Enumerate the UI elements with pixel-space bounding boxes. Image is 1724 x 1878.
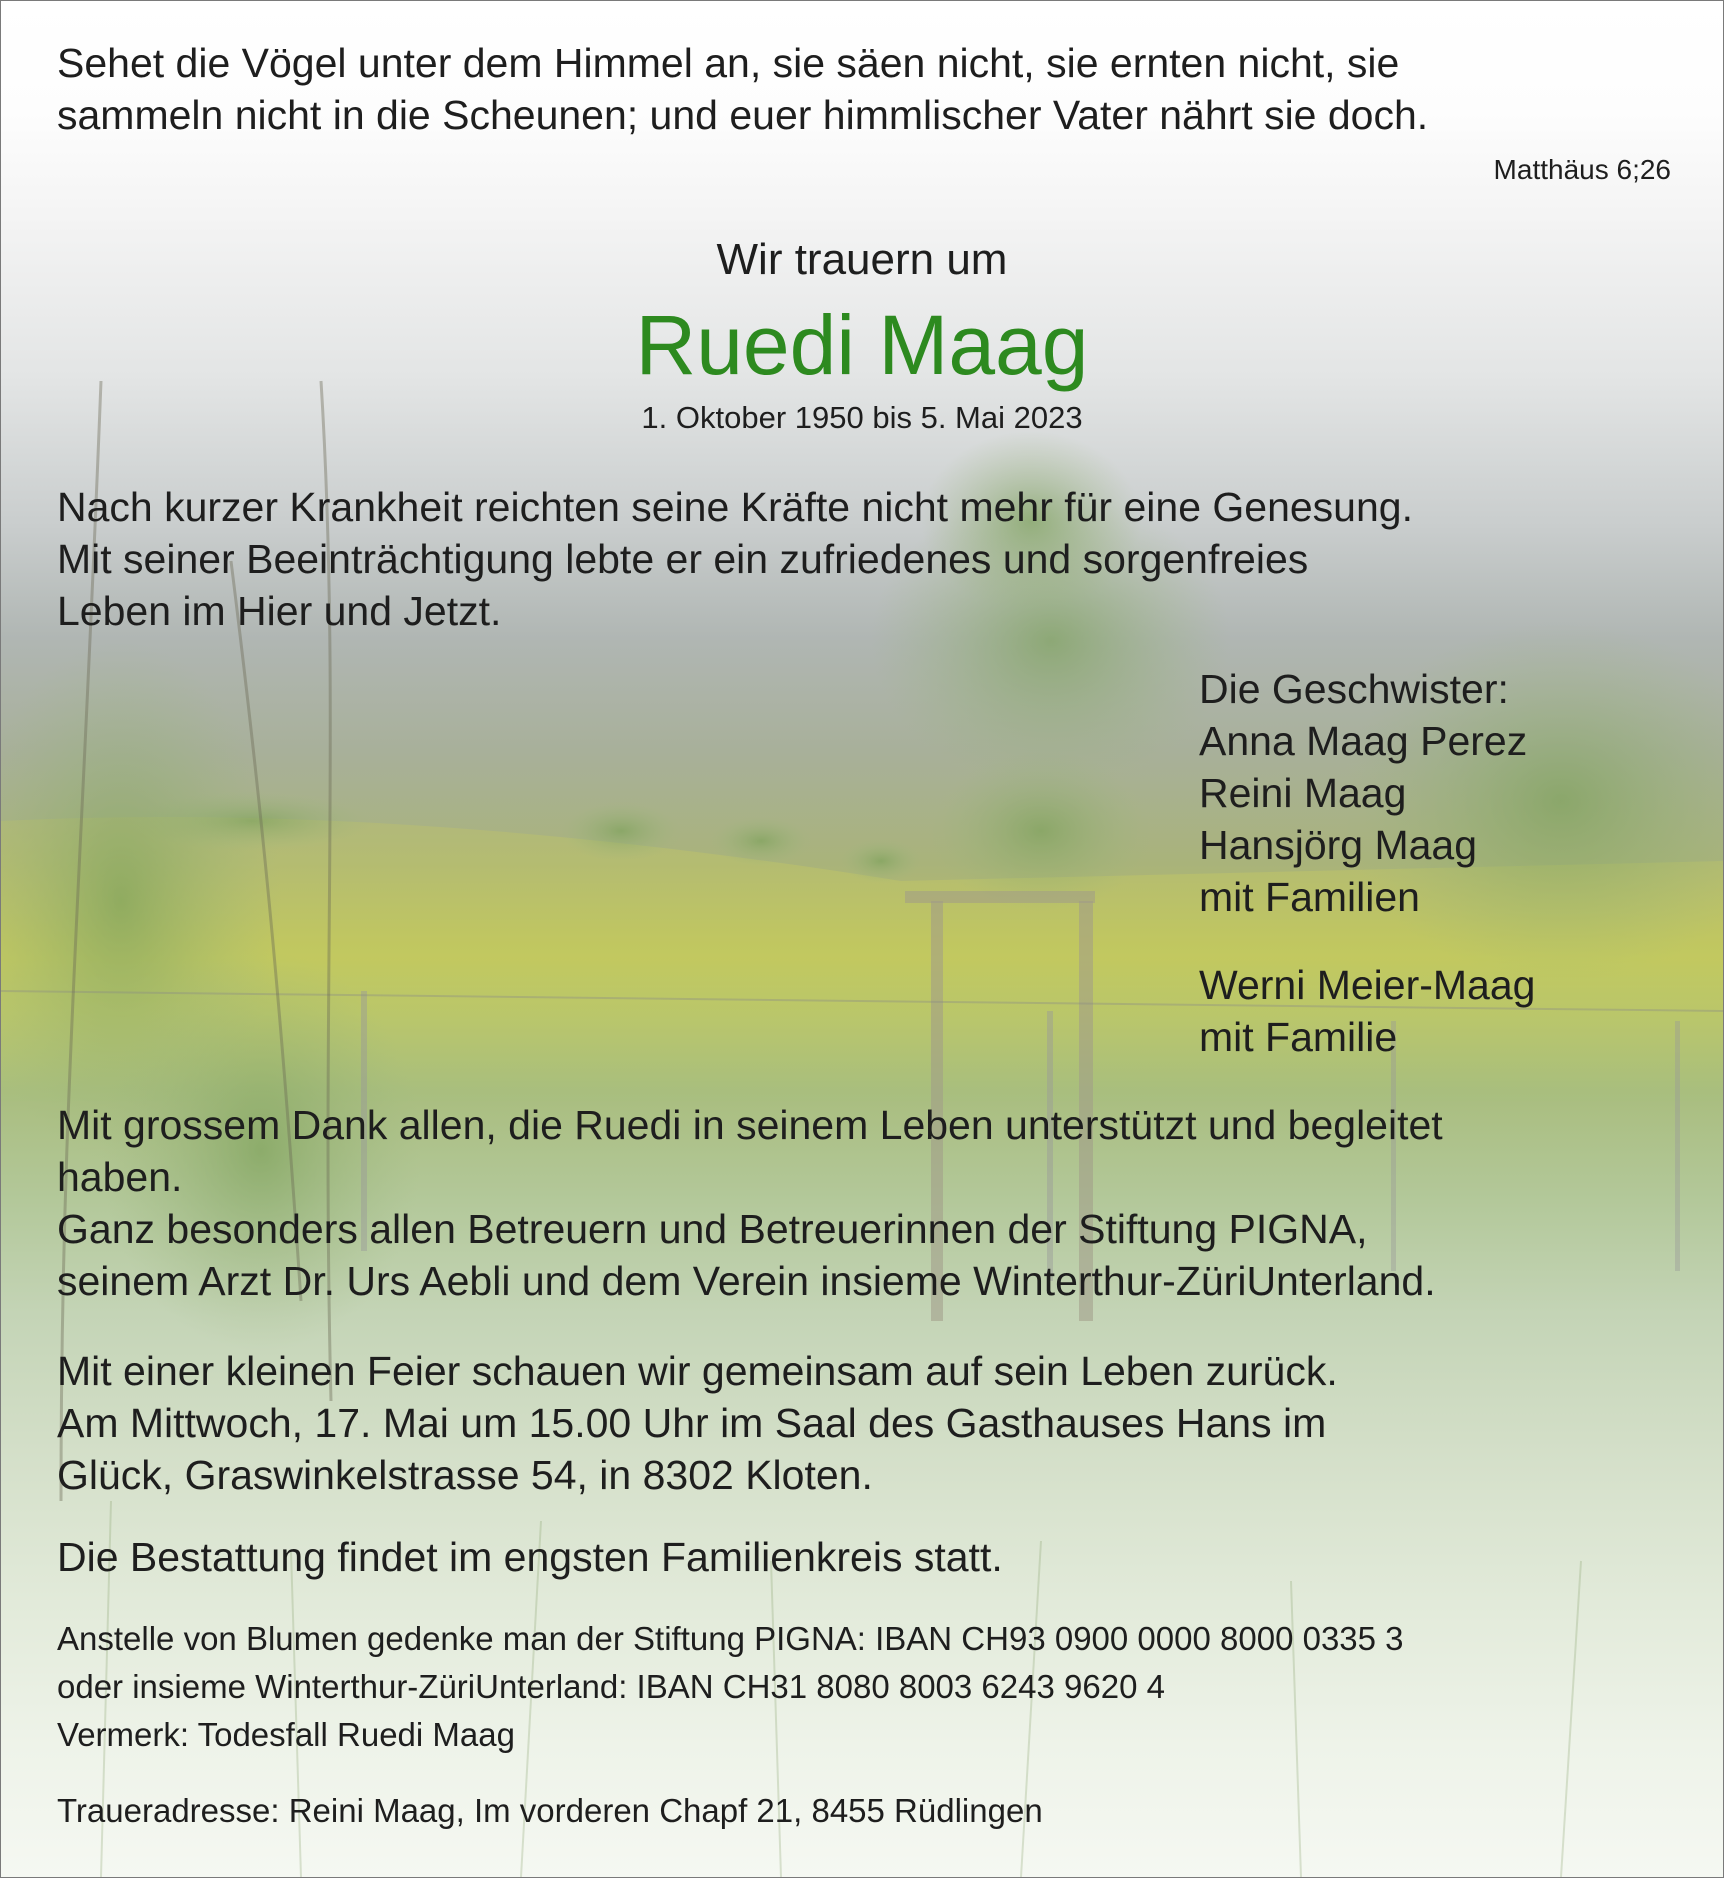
obituary-content bbox=[1, 1, 1723, 1877]
siblings-heading: Die Geschwister: bbox=[1199, 666, 1509, 712]
deceased-name: Ruedi Maag bbox=[635, 298, 1089, 392]
life-dates: 1. Oktober 1950 bis 5. Mai 2023 bbox=[641, 400, 1083, 435]
ceremony-line: Am Mittwoch, 17. Mai um 15.00 Uhr im Saal des Gasthauses Hans im bbox=[57, 1400, 1327, 1446]
ceremony-paragraph bbox=[57, 1345, 1338, 1501]
ceremony-line: Mit einer kleinen Feier schauen wir gemeinsam auf sein Leben zurück. bbox=[57, 1348, 1338, 1394]
sibling-name: Hansjörg Maag bbox=[1199, 822, 1478, 868]
donation-line: Anstelle von Blumen gedenke man der Stiftung PIGNA: IBAN CH93 0900 0000 8000 0335 3 bbox=[57, 1620, 1404, 1657]
thanks-line: seinem Arzt Dr. Urs Aebli und dem Verein insieme Winterthur-ZüriUnterland. bbox=[57, 1258, 1436, 1304]
intro-line: Mit seiner Beeinträchtigung lebte er ein zufriedenes und sorgenfreies bbox=[57, 536, 1309, 582]
mourning-heading: Wir trauern um bbox=[716, 235, 1008, 284]
intro-line: Leben im Hier und Jetzt. bbox=[57, 588, 502, 634]
bible-verse-reference: Matthäus 6;26 bbox=[1493, 154, 1671, 185]
ceremony-line: Glück, Graswinkelstrasse 54, in 8302 Kloten. bbox=[57, 1452, 873, 1498]
bible-verse-line: sammeln nicht in die Scheunen; und euer himmlischer Vater nährt sie doch. bbox=[57, 92, 1429, 138]
thanks-line: haben. bbox=[57, 1154, 183, 1200]
siblings-list bbox=[1199, 663, 1527, 923]
bible-verse bbox=[57, 37, 1428, 141]
donation-paragraph bbox=[57, 1615, 1404, 1759]
thanks-paragraph bbox=[57, 1099, 1443, 1307]
donation-line: Vermerk: Todesfall Ruedi Maag bbox=[57, 1716, 515, 1753]
burial-note: Die Bestattung findet im engsten Familienkreis statt. bbox=[57, 1534, 1003, 1580]
intro-paragraph bbox=[57, 481, 1413, 637]
mourning-address: Traueradresse: Reini Maag, Im vorderen Chapf 21, 8455 Rüdlingen bbox=[57, 1792, 1043, 1829]
sibling-family-note: mit Familie bbox=[1199, 1014, 1398, 1060]
intro-line: Nach kurzer Krankheit reichten seine Kräfte nicht mehr für eine Genesung. bbox=[57, 484, 1413, 530]
thanks-line: Mit grossem Dank allen, die Ruedi in seinem Leben unterstützt und begleitet bbox=[57, 1102, 1443, 1148]
sibling-name: Anna Maag Perez bbox=[1199, 718, 1528, 764]
sibling-name: Reini Maag bbox=[1199, 770, 1407, 816]
donation-line: oder insieme Winterthur-ZüriUnterland: IBAN CH31 8080 8003 6243 9620 4 bbox=[57, 1668, 1165, 1705]
siblings-list-second bbox=[1199, 959, 1535, 1063]
bible-verse-line: Sehet die Vögel unter dem Himmel an, sie säen nicht, sie ernten nicht, sie bbox=[57, 40, 1400, 86]
thanks-line: Ganz besonders allen Betreuern und Betreuerinnen der Stiftung PIGNA, bbox=[57, 1206, 1368, 1252]
sibling-name: Werni Meier-Maag bbox=[1199, 962, 1536, 1008]
sibling-family-note: mit Familien bbox=[1199, 874, 1420, 920]
